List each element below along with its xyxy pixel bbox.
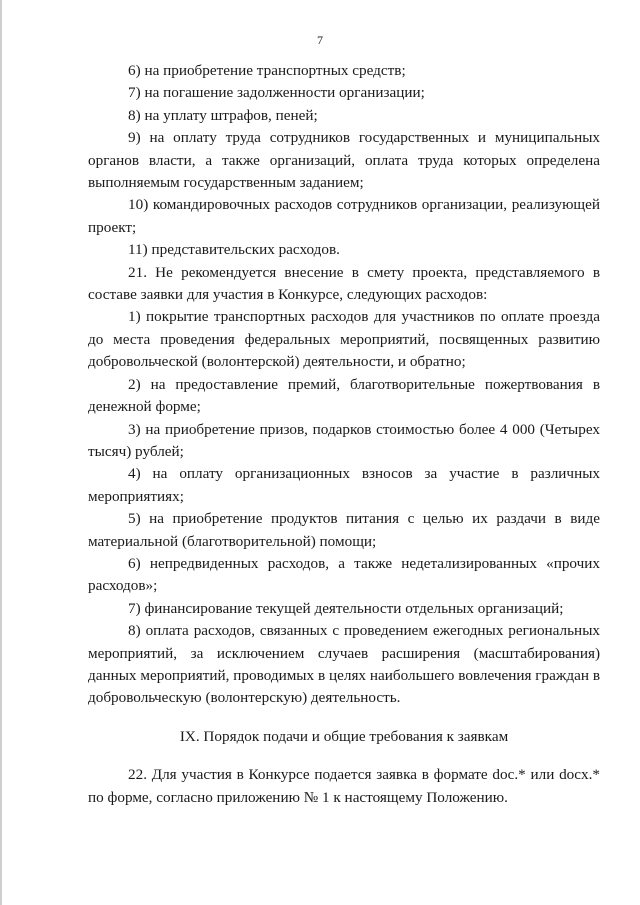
list-item: 9) на оплату труда сотрудников государственных и муниципальных органов власти, а также организаций, оплата труда которых определена выполняемым государственным заданием; xyxy=(88,129,600,192)
list-item: 4) на оплату организационных взносов за участие в различных мероприятиях; xyxy=(88,465,600,505)
list-item: 7) финансирование текущей деятельности отдельных организаций; xyxy=(128,599,564,617)
list-item: 5) на приобретение продуктов питания с целью их раздачи в виде материальной (благотворительной) помощи; xyxy=(88,510,600,550)
list-item: 10) командировочных расходов сотрудников организации, реализующей проект; xyxy=(88,196,600,236)
list-item: 6) непредвиденных расходов, а также недетализированных «прочих расходов»; xyxy=(88,554,600,595)
clause-paragraph: 22. Для участия в Конкурсе подается заявка в формате doc.* или docx.* по форме, согласно приложению № 1 к настоящему Положению. xyxy=(88,766,600,806)
list-item: 8) оплата расходов, связанных с проведением ежегодных региональных мероприятий, за исключением случаев расширения (масштабирования) данных мероприятий, проводимых в целях наибольшего вовлечения граждан в добровольческую (волонтерскую) деятельность. xyxy=(88,622,600,707)
section-heading: IX. Порядок подачи и общие требования к заявкам xyxy=(179,727,509,745)
page-left-edge xyxy=(0,0,2,905)
list-item: 2) на предоставление премий, благотворительные пожертвования в денежной форме; xyxy=(88,375,600,416)
list-item: 1) покрытие транспортных расходов для участников по оплате проезда до места проведения федеральных мероприятий, посвященных развитию добровольческой (волонтерской) деятельности, и обратно; xyxy=(88,308,600,371)
list-item: 7) на погашение задолженности организации; xyxy=(128,84,425,102)
document-body xyxy=(88,60,600,809)
list-item: 11) представительских расходов. xyxy=(128,241,340,259)
page-number: 7 xyxy=(317,33,323,47)
list-item: 6) на приобретение транспортных средств; xyxy=(128,62,406,79)
list-item: 3) на приобретение призов, подарков стоимостью более 4 000 (Четырех тысяч) рублей; xyxy=(88,420,600,460)
clause-paragraph: 21. Не рекомендуется внесение в смету проекта, представляемого в составе заявки для участия в Конкурсе, следующих расходов: xyxy=(88,263,600,304)
list-item: 8) на уплату штрафов, пеней; xyxy=(128,106,318,124)
